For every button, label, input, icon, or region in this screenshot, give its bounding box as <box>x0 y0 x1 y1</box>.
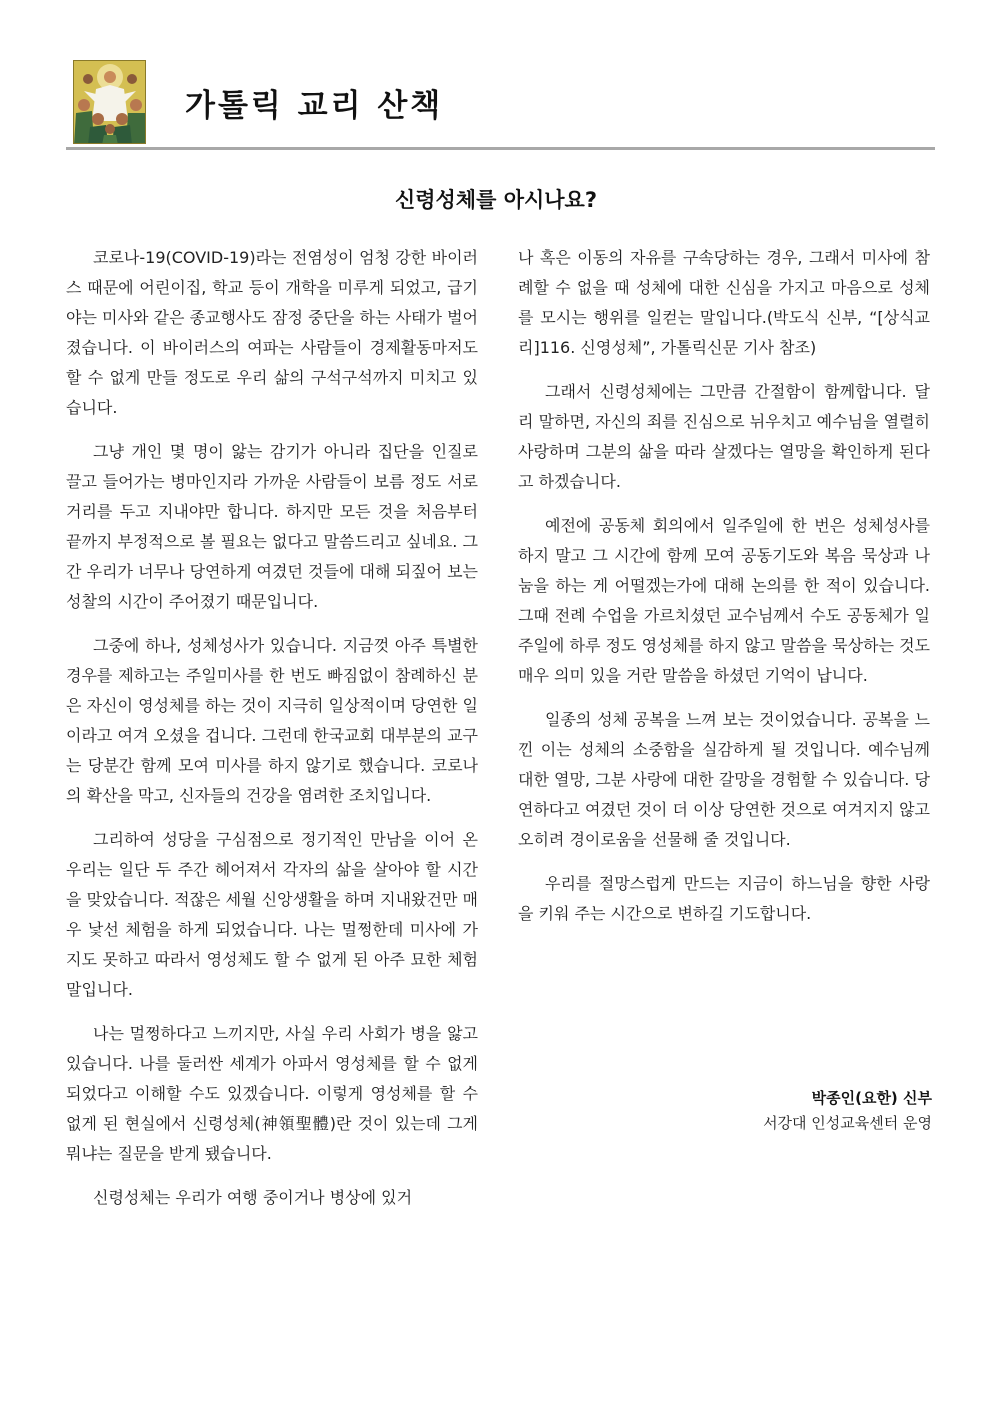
right-column <box>518 243 930 943</box>
paragraph: 그리하여 성당을 구심점으로 정기적인 만남을 이어 온 우리는 일단 두 주간 헤어져서 각자의 삶을 살아야 할 시간을 맞았습니다. 적잖은 세월 신앙생활을 하며 지내왔건만 매우 낯선 체험을 하게 되었습니다. 나는 멀쩡한데 미사에 가지도 못하고 따라서 영성체도 할 수 없게 된 아주 묘한 체험 말입니다. <box>66 830 478 999</box>
article-title: 신령성체를 아시나요? <box>394 188 598 212</box>
paragraph: 나는 멀쩡하다고 느끼지만, 사실 우리 사회가 병을 앓고 있습니다. 나를 둘러싼 세계가 아파서 영성체를 할 수 없게 되었다고 이해할 수도 있겠습니다. 이렇게 영성체를 할 수 없게 된 현실에서 신령성체(神領聖體)란 것이 있는데 그게 뭐냐는 질문을 받게 됐습니다. <box>66 1024 478 1163</box>
paragraph: 그중에 하나, 성체성사가 있습니다. 지금껏 아주 특별한 경우를 제하고는 주일미사를 한 번도 빠짐없이 참례하신 분은 자신이 영성체를 하는 것이 지극히 일상적이며 당연한 일이라고 여겨 오셨을 겁니다. 그런데 한국교회 대부분의 교구는 당분간 함께 모여 미사를 하지 않기로 했습니다. 코로나의 확산을 막고, 신자들의 건강을 염려한 조치입니다. <box>66 636 478 805</box>
paragraph: 예전에 공동체 회의에서 일주일에 한 번은 성체성사를 하지 말고 그 시간에 함께 모여 공동기도와 복음 묵상과 나눔을 하는 게 어떨겠는가에 대해 논의를 한 적이 있습니다. 그때 전례 수업을 가르치셨던 교수님께서 수도 공동체가 일주일에 하루 정도 영성체를 하지 않고 말씀을 묵상하는 것도 매우 의미 있을 거란 말씀을 하셨던 기억이 납니다. <box>518 516 930 685</box>
paragraph: 신령성체는 우리가 여행 중이거나 병상에 있거 <box>93 1188 413 1207</box>
author-signature <box>763 1086 932 1136</box>
paragraph: 우리를 절망스럽게 만드는 지금이 하느님을 향한 사랑을 키워 주는 시간으로 변하길 기도합니다. <box>518 874 930 923</box>
paragraph-continued: 나 혹은 이동의 자유를 구속당하는 경우, 그래서 미사에 참례할 수 없을 때 성체에 대한 신심을 가지고 마음으로 성체를 모시는 행위를 일컫는 말입니다.(박도식 신부, “[상식교리]116. 신영성체”, 가톨릭신문 기사 참조) <box>518 248 930 357</box>
page-header <box>73 60 935 150</box>
author-affiliation: 서강대 인성교육센터 운영 <box>763 1114 932 1132</box>
christ-with-disciples-icon <box>73 60 146 144</box>
header-divider <box>66 147 935 150</box>
paragraph: 그래서 신령성체에는 그만큼 간절함이 함께합니다. 달리 말하면, 자신의 죄를 진심으로 뉘우치고 예수님을 열렬히 사랑하며 그분의 삶을 따라 살겠다는 열망을 확인하게 된다고 하겠습니다. <box>518 382 930 491</box>
paragraph: 일종의 성체 공복을 느껴 보는 것이었습니다. 공복을 느낀 이는 성체의 소중함을 실감하게 될 것입니다. 예수님께 대한 열망, 그분 사랑에 대한 갈망을 경험할 수 있습니다. 당연하다고 여겼던 것이 더 이상 당연한 것으로 여겨지지 않고 오히려 경이로움을 선물해 줄 것입니다. <box>518 710 930 849</box>
left-column <box>66 243 478 1227</box>
author-name: 박종인(요한) 신부 <box>811 1089 932 1107</box>
paragraph: 코로나-19(COVID-19)라는 전염성이 엄청 강한 바이러스 때문에 어린이집, 학교 등이 개학을 미루게 되었고, 급기야는 미사와 같은 종교행사도 잠정 중단을 하는 사태가 벌어졌습니다. 이 바이러스의 여파는 사람들이 경제활동마저도 할 수 없게 만들 정도로 우리 삶의 구석구석까지 미치고 있습니다. <box>66 248 478 417</box>
paragraph: 그냥 개인 몇 명이 앓는 감기가 아니라 집단을 인질로 끌고 들어가는 병마인지라 가까운 사람들이 보름 정도 서로 거리를 두고 지내야만 합니다. 하지만 모든 것을 처음부터 끝까지 부정적으로 볼 필요는 없다고 말씀드리고 싶네요. 그간 우리가 너무나 당연하게 여겼던 것들에 대해 되짚어 보는 성찰의 시간이 주어졌기 때문입니다. <box>66 442 478 611</box>
series-title: 가톨릭 교리 산책 <box>185 88 444 124</box>
